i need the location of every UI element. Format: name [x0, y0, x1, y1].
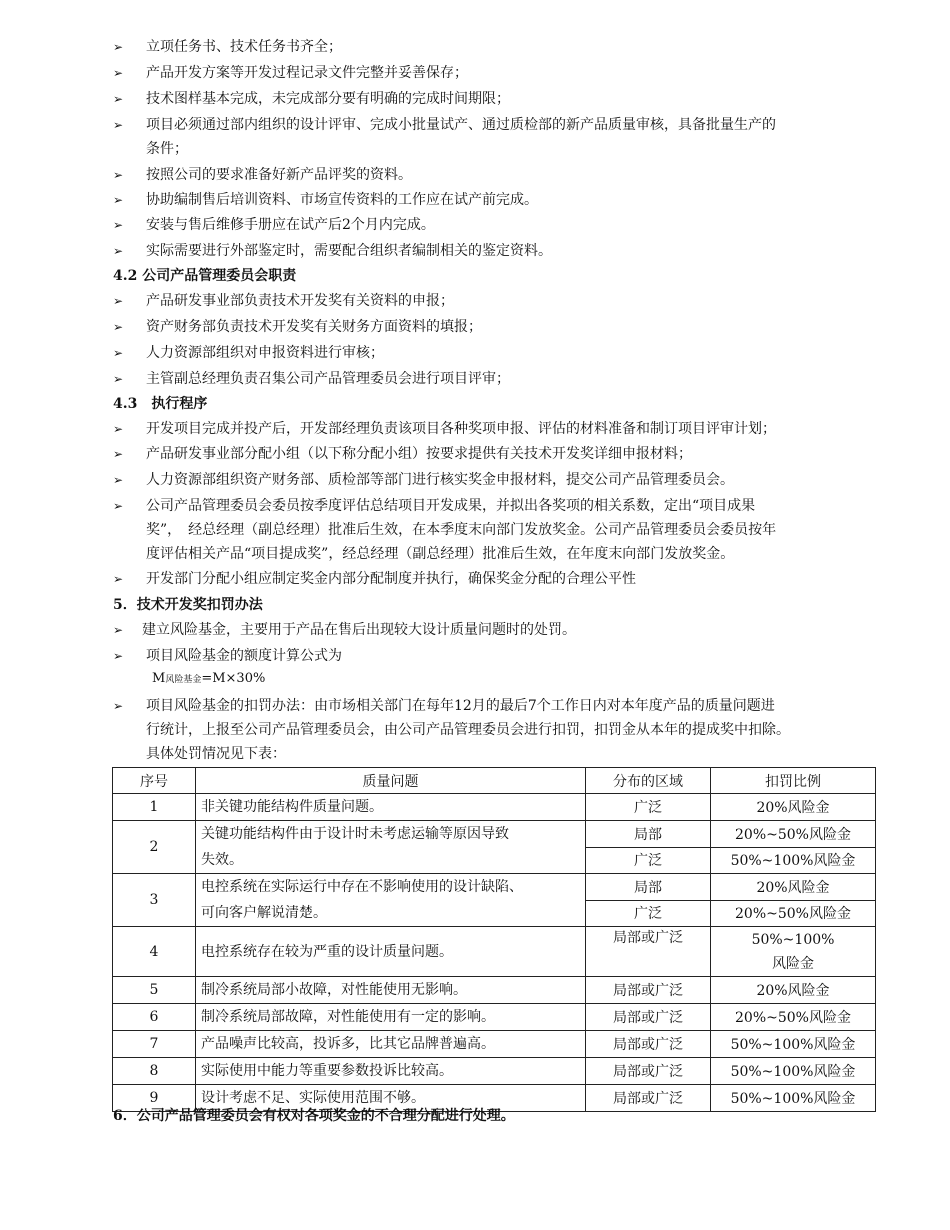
list-item: 项目风险基金的额度计算公式为 [146, 648, 342, 664]
cell-issue-line: 失效。 [201, 852, 243, 868]
cell-rate: 20%风险金 [711, 977, 876, 1004]
list-item-continuation: 条件； [146, 141, 188, 157]
header-area: 分布的区域 [586, 768, 711, 794]
table-row [113, 977, 876, 1004]
cell-rate [711, 927, 876, 977]
list-item: 产品研发事业部分配小组（以下称分配小组）按要求提供有关技术开发奖详细申报材料； [146, 446, 692, 462]
bullet-icon: ➢ [113, 218, 124, 232]
list-item: 立项任务书、技术任务书齐全； [146, 39, 342, 55]
bullet-icon: ➢ [113, 499, 124, 513]
cell-area: 广泛 [586, 847, 711, 874]
table-row [113, 874, 876, 901]
section-heading-4-3: 4.3 执行程序 [113, 396, 208, 412]
cell-no: 4 [113, 927, 196, 977]
bullet-icon: ➢ [113, 422, 124, 436]
list-item: 开发部门分配小组应制定奖金内部分配制度并执行，确保奖金分配的合理公平性 [146, 571, 636, 587]
cell-issue: 电控系统存在较为严重的设计质量问题。 [196, 927, 586, 977]
section-heading-5: 5．技术开发奖扣罚办法 [113, 597, 263, 613]
list-item: 主管副总经理负责召集公司产品管理委员会进行项目评审； [146, 371, 510, 387]
bullet-icon: ➢ [113, 193, 124, 207]
bullet-icon: ➢ [113, 572, 124, 586]
cell-issue [196, 821, 586, 874]
section-heading-4-2: 4.2 公司产品管理委员会职责 [113, 268, 297, 284]
section-heading-6: 6．公司产品管理委员会有权对各项奖金的不合理分配进行处理。 [113, 1108, 515, 1124]
cell-area: 广泛 [586, 900, 711, 927]
list-item: 项目必须通过部内组织的设计评审、完成小批量试产、通过质检部的新产品质量审核，具备批量生产的 [146, 117, 776, 133]
cell-no: 7 [113, 1031, 196, 1058]
bullet-icon: ➢ [113, 92, 124, 106]
bullet-icon: ➢ [113, 623, 124, 637]
cell-no: 3 [113, 874, 196, 927]
list-item: 按照公司的要求准备好新产品评奖的资料。 [146, 167, 412, 183]
list-item: 开发项目完成并投产后，开发部经理负责该项目各种奖项申报、评估的材料准备和制订项目评审计划； [146, 421, 776, 437]
list-item-continuation: 度评估相关产品“项目提成奖”，经总经理（副总经理）批准后生效，在年度末向部门发放奖金。 [146, 546, 735, 562]
cell-no: 8 [113, 1058, 196, 1085]
header-rate: 扣罚比例 [711, 768, 876, 794]
table-header-row [113, 768, 876, 794]
cell-rate: 20%风险金 [711, 874, 876, 901]
cell-issue [196, 874, 586, 927]
cell-area: 局部或广泛 [586, 1004, 711, 1031]
cell-rate: 20%风险金 [711, 794, 876, 821]
cell-no: 2 [113, 821, 196, 874]
cell-rate: 20%~50%风险金 [711, 1004, 876, 1031]
risk-fund-formula [152, 669, 265, 690]
cell-issue: 设计考虑不足、实际使用范围不够。 [196, 1085, 586, 1112]
table-row [113, 1058, 876, 1085]
cell-rate: 50%~100%风险金 [711, 1058, 876, 1085]
bullet-icon: ➢ [113, 118, 124, 132]
cell-area: 局部或广泛 [586, 1058, 711, 1085]
cell-area: 广泛 [586, 794, 711, 821]
cell-rate-line: 风险金 [772, 955, 814, 972]
bullet-icon: ➢ [113, 447, 124, 461]
cell-rate: 50%~100%风险金 [711, 1085, 876, 1112]
cell-rate: 20%~50%风险金 [711, 821, 876, 848]
formula-subscript: 风险基金 [165, 675, 202, 685]
cell-issue-line: 电控系统在实际运行中存在不影响使用的设计缺陷、 [201, 879, 523, 895]
list-item: 人力资源部组织对申报资料进行审核； [146, 345, 384, 361]
header-issue: 质量问题 [196, 768, 586, 794]
cell-issue-line: 可向客户解说清楚。 [201, 905, 327, 921]
table-row [113, 1004, 876, 1031]
table-row [113, 927, 876, 977]
list-item: 实际需要进行外部鉴定时，需要配合组织者编制相关的鉴定资料。 [146, 243, 552, 259]
bullet-icon: ➢ [113, 168, 124, 182]
cell-area: 局部或广泛 [586, 977, 711, 1004]
cell-issue: 非关键功能结构件质量问题。 [196, 794, 586, 821]
cell-no: 5 [113, 977, 196, 1004]
list-item: 建立风险基金，主要用于产品在售后出现较大设计质量问题时的处罚。 [142, 622, 576, 638]
formula-m: M [152, 671, 166, 686]
bullet-icon: ➢ [113, 473, 124, 487]
cell-area: 局部或广泛 [586, 1085, 711, 1112]
cell-rate: 50%~100%风险金 [711, 847, 876, 874]
cell-issue: 制冷系统局部小故障，对性能使用无影响。 [196, 977, 586, 1004]
cell-area: 局部或广泛 [586, 927, 711, 977]
list-item: 安装与售后维修手册应在试产后2个月内完成。 [146, 217, 435, 233]
cell-no: 6 [113, 1004, 196, 1031]
table-row [113, 821, 876, 848]
cell-rate: 50%~100%风险金 [711, 1031, 876, 1058]
table-row [113, 1031, 876, 1058]
bullet-icon: ➢ [113, 372, 124, 386]
list-item: 项目风险基金的扣罚办法：由市场相关部门在每年12月的最后7个工作日内对本年度产品的质量问题进 [146, 698, 775, 714]
list-item-continuation: 行统计，上报至公司产品管理委员会，由公司产品管理委员会进行扣罚，扣罚金从本年的提成奖中扣除。 [146, 722, 790, 738]
bullet-icon: ➢ [113, 66, 124, 80]
list-item: 技术图样基本完成，未完成部分要有明确的完成时间期限； [146, 91, 510, 107]
list-item: 人力资源部组织资产财务部、质检部等部门进行核实奖金申报材料，提交公司产品管理委员会。 [146, 472, 734, 488]
header-no: 序号 [113, 768, 196, 794]
bullet-icon: ➢ [113, 40, 124, 54]
list-item-continuation: 奖”， 经总经理（副总经理）批准后生效，在本季度末向部门发放奖金。公司产品管理委员会委员按年 [146, 522, 777, 538]
formula-rest: =M×30% [201, 671, 266, 686]
cell-issue: 制冷系统局部故障，对性能使用有一定的影响。 [196, 1004, 586, 1031]
bullet-icon: ➢ [113, 320, 124, 334]
cell-issue-line: 关键功能结构件由于设计时未考虑运输等原因导致 [201, 826, 509, 842]
penalty-table [112, 767, 876, 1112]
cell-issue: 产品噪声比较高，投诉多，比其它品牌普遍高。 [196, 1031, 586, 1058]
bullet-icon: ➢ [113, 294, 124, 308]
cell-area: 局部或广泛 [586, 1031, 711, 1058]
cell-no: 1 [113, 794, 196, 821]
cell-no: 9 [113, 1085, 196, 1112]
bullet-icon: ➢ [113, 346, 124, 360]
list-item: 产品研发事业部负责技术开发奖有关资料的申报； [146, 293, 454, 309]
cell-rate: 20%~50%风险金 [711, 900, 876, 927]
bullet-icon: ➢ [113, 649, 124, 663]
cell-rate-line: 50%~100% [751, 931, 835, 948]
list-item-continuation: 具体处罚情况见下表： [146, 746, 286, 762]
list-item: 协助编制售后培训资料、市场宣传资料的工作应在试产前完成。 [146, 192, 538, 208]
cell-issue: 实际使用中能力等重要参数投诉比较高。 [196, 1058, 586, 1085]
bullet-icon: ➢ [113, 699, 124, 713]
list-item: 公司产品管理委员会委员按季度评估总结项目开发成果，并拟出各奖项的相关系数，定出“项目成果 [146, 498, 756, 514]
cell-area: 局部 [586, 874, 711, 901]
cell-area: 局部 [586, 821, 711, 848]
bullet-icon: ➢ [113, 244, 124, 258]
table-row [113, 794, 876, 821]
list-item: 资产财务部负责技术开发奖有关财务方面资料的填报； [146, 319, 482, 335]
list-item: 产品开发方案等开发过程记录文件完整并妥善保存； [146, 65, 468, 81]
